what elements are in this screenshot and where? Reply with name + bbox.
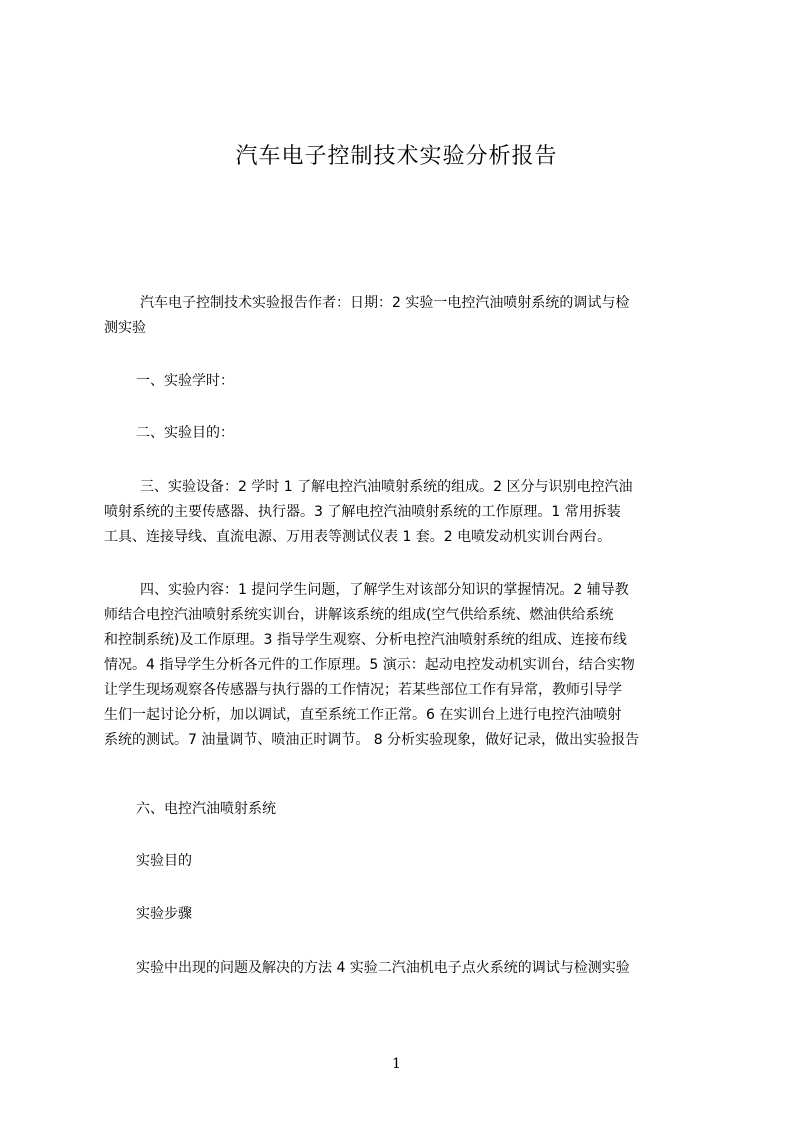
- section-4-line-5: 让学生现场观察各传感器与执行器的工作情况；若某些部位工作有异常，教师引导学: [104, 682, 622, 698]
- experiment-purpose-heading: 实验目的: [136, 853, 192, 869]
- document-title: 汽车电子控制技术实验分析报告: [235, 144, 558, 169]
- section-4-line-7: 系统的测试。7 油量调节、喷油正时调节。 8 分析实验现象，做好记录，做出实验报告: [104, 732, 640, 748]
- section-4-line-1: 四、实验内容：1 提问学生问题，了解学生对该部分知识的掌握情况。2 辅导教: [140, 582, 629, 598]
- section-3-line-2: 喷射系统的主要传感器、执行器。3 了解电控汽油喷射系统的工作原理。1 常用拆装: [104, 504, 621, 520]
- intro-line-2: 测实验: [104, 320, 146, 336]
- section-6-heading: 六、电控汽油喷射系统: [136, 801, 276, 817]
- section-3-line-1: 三、实验设备：2 学时 1 了解电控汽油喷射系统的组成。2 区分与识别电控汽油: [140, 479, 633, 495]
- intro-paragraph: [104, 291, 700, 341]
- section-4-line-3: 和控制系统)及工作原理。3 指导学生观察、分析电控汽油喷射系统的组成、连接布线: [104, 632, 627, 648]
- section-4-line-6: 生们一起讨论分析，加以调试，直至系统工作正常。6 在实训台上进行电控汽油喷射: [104, 707, 622, 723]
- section-4-line-4: 情况。4 指导学生分析各元件的工作原理。5 演示：起动电控发动机实训台，结合实物: [104, 657, 635, 673]
- intro-line-1: 汽车电子控制技术实验报告作者：日期：2 实验一电控汽油喷射系统的调试与检: [140, 295, 630, 311]
- section-3-paragraph: [104, 475, 700, 550]
- problems-heading: 实验中出现的问题及解决的方法 4 实验二汽油机电子点火系统的调试与检测实验: [136, 960, 630, 976]
- experiment-steps-heading: 实验步骤: [136, 906, 192, 922]
- section-3-line-3: 工具、连接导线、直流电源、万用表等测试仪表 1 套。2 电喷发动机实训台两台。: [104, 529, 612, 545]
- page-number: 1: [392, 1056, 401, 1072]
- section-4-line-2: 师结合电控汽油喷射系统实训台，讲解该系统的组成(空气供给系统、燃油供给系统: [104, 607, 614, 623]
- section-1-heading: 一、实验学时：: [136, 373, 234, 389]
- section-4-paragraph: [104, 578, 700, 753]
- section-2-heading: 二、实验目的：: [136, 425, 234, 441]
